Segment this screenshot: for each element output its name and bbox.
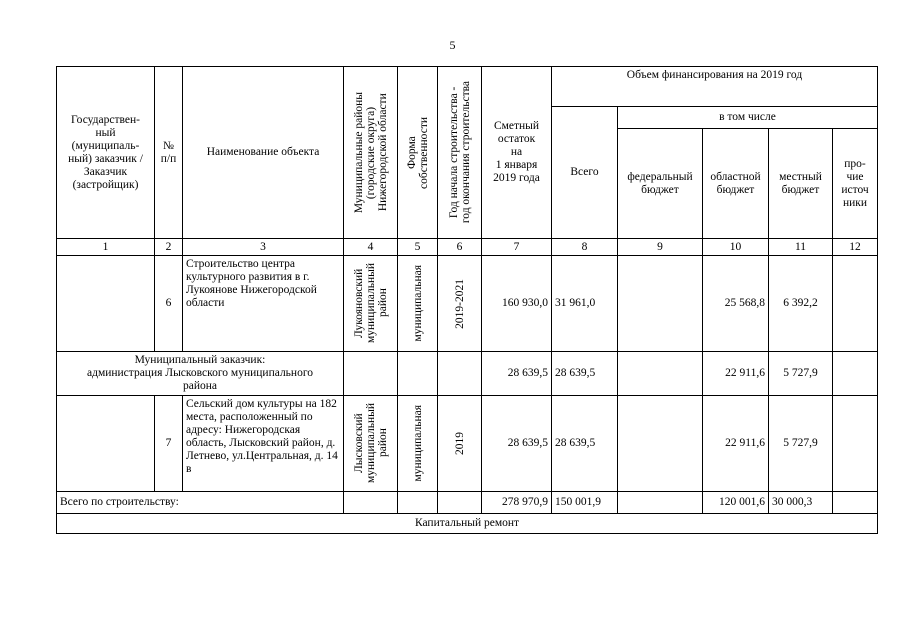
section-capital-repair: Капитальный ремонт	[57, 514, 878, 534]
row6-number: 6	[155, 256, 183, 352]
table-row	[57, 352, 878, 396]
row6-years: 2019-2021	[438, 256, 482, 352]
column-number: 9	[618, 239, 703, 256]
header-estimated-balance: Сметный остаток на 1 января 2019 года	[482, 67, 552, 239]
customer-lyskovo-label: Муниципальный заказчик: администрация Лысковского муниципального района	[57, 352, 344, 396]
header-federal: федеральный бюджет	[618, 129, 703, 239]
total-construction-label: Всего по строительству:	[57, 492, 344, 514]
total-construction-district	[344, 492, 398, 514]
row7-object-name: Сельский дом культуры на 182 места, расположенный по адресу: Нижегородская область, Лысковский район, д. Летнево, ул.Центральная, д. 14 в	[183, 396, 344, 492]
row7-other	[833, 396, 878, 492]
row7-regional: 22 911,6	[703, 396, 769, 492]
total-construction-ownership	[398, 492, 438, 514]
row6-ownership: муниципальная	[398, 256, 438, 352]
customer-lyskovo-years	[438, 352, 482, 396]
header-districts: Муниципальные районы (городские округа) Нижегородской области	[344, 67, 398, 239]
total-construction-other	[833, 492, 878, 514]
table-row	[57, 256, 878, 352]
row6-local: 6 392,2	[769, 256, 833, 352]
customer-lyskovo-ownership	[398, 352, 438, 396]
header-years: Год начала строительства - год окончания строительства	[438, 67, 482, 239]
row7-years: 2019	[438, 396, 482, 492]
table-row	[57, 396, 878, 492]
header-customer: Государствен- ный (муниципаль- ный) заказчик / Заказчик (застройщик)	[57, 67, 155, 239]
column-number: 5	[398, 239, 438, 256]
total-construction-total: 150 001,9	[552, 492, 618, 514]
row6-district: Лукояновский муниципальный район	[344, 256, 398, 352]
row7-total: 28 639,5	[552, 396, 618, 492]
header-object-name: Наименование объекта	[183, 67, 344, 239]
header-ownership: Форма собственности	[398, 67, 438, 239]
table-row	[57, 492, 878, 514]
column-number: 3	[183, 239, 344, 256]
column-number: 2	[155, 239, 183, 256]
row7-federal	[618, 396, 703, 492]
row7-number: 7	[155, 396, 183, 492]
row6-object-name: Строительство центра культурного развития в г. Лукоянове Нижегородской области	[183, 256, 344, 352]
customer-lyskovo-regional: 22 911,6	[703, 352, 769, 396]
total-construction-regional: 120 001,6	[703, 492, 769, 514]
column-number: 10	[703, 239, 769, 256]
row6-total: 31 961,0	[552, 256, 618, 352]
column-number: 8	[552, 239, 618, 256]
column-number: 11	[769, 239, 833, 256]
row7-ownership: муниципальная	[398, 396, 438, 492]
row7-customer	[57, 396, 155, 492]
column-numbers-row	[57, 239, 878, 256]
header-financing-volume: Объем финансирования на 2019 год	[552, 67, 878, 107]
column-number: 1	[57, 239, 155, 256]
column-number: 12	[833, 239, 878, 256]
page-number: 5	[449, 38, 456, 52]
customer-lyskovo-local: 5 727,9	[769, 352, 833, 396]
row6-regional: 25 568,8	[703, 256, 769, 352]
total-construction-local: 30 000,3	[769, 492, 833, 514]
customer-lyskovo-other	[833, 352, 878, 396]
header-total: Всего	[552, 107, 618, 239]
header-local: местный бюджет	[769, 129, 833, 239]
customer-lyskovo-balance: 28 639,5	[482, 352, 552, 396]
financing-table	[56, 66, 878, 534]
row7-balance: 28 639,5	[482, 396, 552, 492]
row6-other	[833, 256, 878, 352]
column-number: 6	[438, 239, 482, 256]
table-row	[57, 514, 878, 534]
column-number: 4	[344, 239, 398, 256]
total-construction-federal	[618, 492, 703, 514]
row6-customer	[57, 256, 155, 352]
column-number: 7	[482, 239, 552, 256]
total-construction-balance: 278 970,9	[482, 492, 552, 514]
header-number: № п/п	[155, 67, 183, 239]
customer-lyskovo-total: 28 639,5	[552, 352, 618, 396]
header-regional: областной бюджет	[703, 129, 769, 239]
customer-lyskovo-federal	[618, 352, 703, 396]
row7-district: Лысковский муниципальный район	[344, 396, 398, 492]
row6-balance: 160 930,0	[482, 256, 552, 352]
header-other: про- чие источ ники	[833, 129, 878, 239]
customer-lyskovo-district	[344, 352, 398, 396]
total-construction-years	[438, 492, 482, 514]
row7-local: 5 727,9	[769, 396, 833, 492]
row6-federal	[618, 256, 703, 352]
header-including: в том числе	[618, 107, 878, 129]
